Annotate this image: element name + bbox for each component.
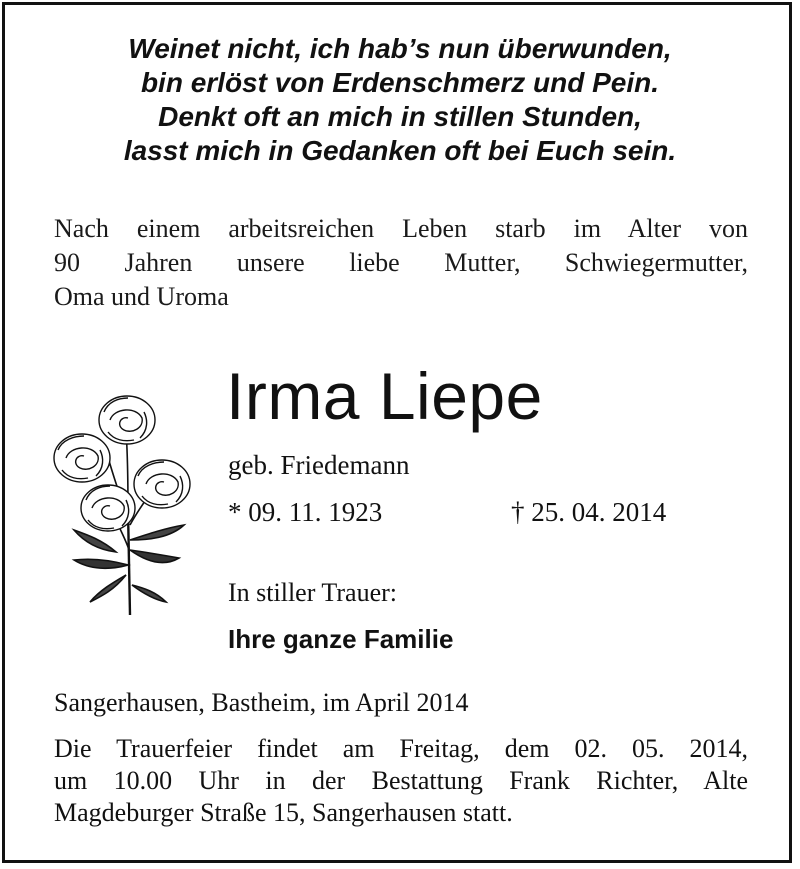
- intro-line: 90 Jahren unsere liebe Mutter, Schwiegermutter,: [54, 248, 748, 277]
- mourners-name: Ihre ganze Familie: [228, 624, 454, 654]
- ceremony-line: Die Trauerfeier findet am Freitag, dem 02. 05. 2014,: [54, 734, 748, 763]
- place-date: Sangerhausen, Bastheim, im April 2014: [54, 688, 469, 717]
- poem-verse: [0, 32, 800, 168]
- mourners-heading: In stiller Trauer:: [228, 578, 397, 607]
- death-date: † 25. 04. 2014: [511, 497, 667, 527]
- ceremony-line: Magdeburger Straße 15, Sangerhausen statt.: [54, 798, 513, 827]
- poem-line: Denkt oft an mich in stillen Stunden,: [158, 101, 642, 132]
- poem-line: lasst mich in Gedanken oft bei Euch sein.: [123, 135, 677, 166]
- poem-line: bin erlöst von Erdenschmerz und Pein.: [140, 67, 660, 98]
- ceremony-info: [54, 733, 748, 829]
- deceased-name: Irma Liepe: [226, 359, 543, 433]
- poem-line: Weinet nicht, ich hab’s nun überwunden,: [128, 33, 672, 64]
- birth-date: * 09. 11. 1923: [228, 497, 383, 527]
- intro-line: Oma und Uroma: [54, 282, 229, 311]
- roses-illustration-icon: [44, 390, 194, 620]
- ceremony-line: um 10.00 Uhr in der Bestattung Frank Richter, Alte: [54, 766, 748, 795]
- birth-name: geb. Friedemann: [228, 450, 410, 480]
- intro-line: Nach einem arbeitsreichen Leben starb im Alter von: [54, 214, 748, 243]
- intro-text: [54, 212, 748, 314]
